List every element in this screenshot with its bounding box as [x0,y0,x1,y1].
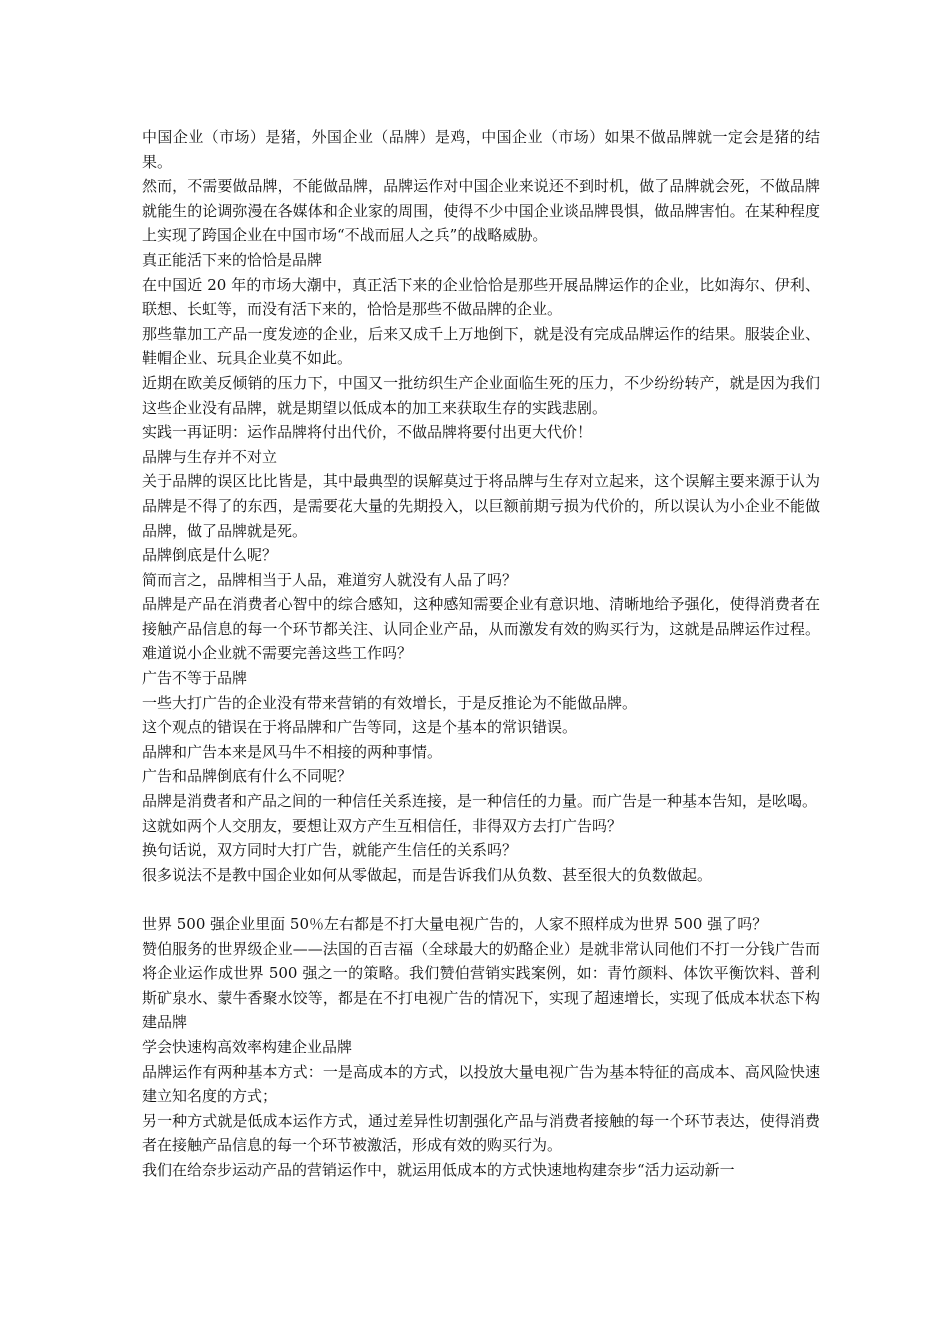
blank-line [142,887,820,912]
paragraph: 品牌倒底是什么呢？ [142,546,278,565]
paragraph: 品牌运作有两种基本方式：一是高成本的方式，以投放大量电视广告为基本特征的高成本、高风险快速建立知名度的方式； [142,1062,820,1106]
paragraph: 换句话说，双方同时大打广告，就能产生信任的关系吗？ [142,841,518,860]
paragraph: 赞伯服务的世界级企业——法国的百吉福（全球最大的奶酪企业）是就非常认同他们不打一分钱广告而将企业运作成世界 500 强之一的策略。我们赞伯营销实践案例，如：青竹颜料、体饮平衡饮料、普利斯矿泉水、蒙牛香聚水饺等，都是在不打电视广告的情况下，实现了超速增长，实现了低成本状态下构建品牌 [142,939,820,1032]
paragraph: 这就如两个人交朋友，要想让双方产生互相信任，非得双方去打广告吗？ [142,816,623,835]
paragraph: 品牌是消费者和产品之间的一种信任关系连接，是一种信任的力量。而广告是一种基本告知，是吆喝。 [142,792,818,811]
paragraph: 广告和品牌倒底有什么不同呢？ [142,767,353,786]
section-heading: 学会快速构高效率构建企业品牌 [142,1037,353,1056]
section-heading: 品牌与生存并不对立 [142,447,278,466]
paragraph: 实践一再证明：运作品牌将付出代价，不做品牌将要付出更大代价！ [142,423,593,442]
paragraph: 品牌是产品在消费者心智中的综合感知，这种感知需要企业有意识地、清晰地给予强化，使得消费者在接触产品信息的每一个环节都关注、认同企业产品，从而激发有效的购买行为，这就是品牌运作过程。难道说小企业就不需要完善这些工作吗？ [142,595,820,663]
paragraph: 关于品牌的误区比比皆是，其中最典型的误解莫过于将品牌与生存对立起来，这个误解主要来源于认为品牌是不得了的东西，是需要花大量的先期投入，以巨额前期亏损为代价的，所以误认为小企业不能做品牌，做了品牌就是死。 [142,472,820,540]
paragraph: 在中国近 20 年的市场大潮中，真正活下来的企业恰恰是那些开展品牌运作的企业，比如海尔、伊利、联想、长虹等，而没有活下来的，恰恰是那些不做品牌的企业。 [142,275,820,319]
section-heading: 广告不等于品牌 [142,669,248,688]
paragraph: 简而言之，品牌相当于人品，难道穷人就没有人品了吗？ [142,570,518,589]
paragraph: 我们在给奈步运动产品的营销运作中，就运用低成本的方式快速地构建奈步“活力运动新一 [142,1160,735,1179]
paragraph: 这个观点的错误在于将品牌和广告等同，这是个基本的常识错误。 [142,718,578,737]
paragraph: 然而，不需要做品牌，不能做品牌，品牌运作对中国企业来说还不到时机，做了品牌就会死，不做品牌就能生的论调弥漫在各媒体和企业家的周围，使得不少中国企业谈品牌畏惧，做品牌害怕。在某种程度上实现了跨国企业在中国市场“不战而屈人之兵”的战略威胁。 [142,177,820,245]
paragraph: 一些大打广告的企业没有带来营销的有效增长，于是反推论为不能做品牌。 [142,693,638,712]
paragraph: 品牌和广告本来是风马牛不相接的两种事情。 [142,742,443,761]
paragraph: 很多说法不是教中国企业如何从零做起，而是告诉我们从负数、甚至很大的负数做起。 [142,865,713,884]
paragraph: 那些靠加工产品一度发迹的企业，后来又成千上万地倒下，就是没有完成品牌运作的结果。服装企业、鞋帽企业、玩具企业莫不如此。 [142,324,820,368]
document-body [142,125,820,1183]
paragraph: 世界 500 强企业里面 50％左右都是不打大量电视广告的，人家不照样成为世界 500 强了吗？ [142,915,768,933]
paragraph: 近期在欧美反倾销的压力下，中国又一批纺织生产企业面临生死的压力，不少纷纷转产，就是因为我们这些企业没有品牌，就是期望以低成本的加工来获取生存的实践悲剧。 [142,373,820,417]
section-heading: 真正能活下来的恰恰是品牌 [142,250,323,269]
paragraph: 中国企业（市场）是猪，外国企业（品牌）是鸡，中国企业（市场）如果不做品牌就一定会是猪的结果。 [142,128,820,171]
paragraph: 另一种方式就是低成本运作方式，通过差异性切割强化产品与消费者接触的每一个环节表达，使得消费者在接触产品信息的每一个环节被激活，形成有效的购买行为。 [142,1111,820,1155]
